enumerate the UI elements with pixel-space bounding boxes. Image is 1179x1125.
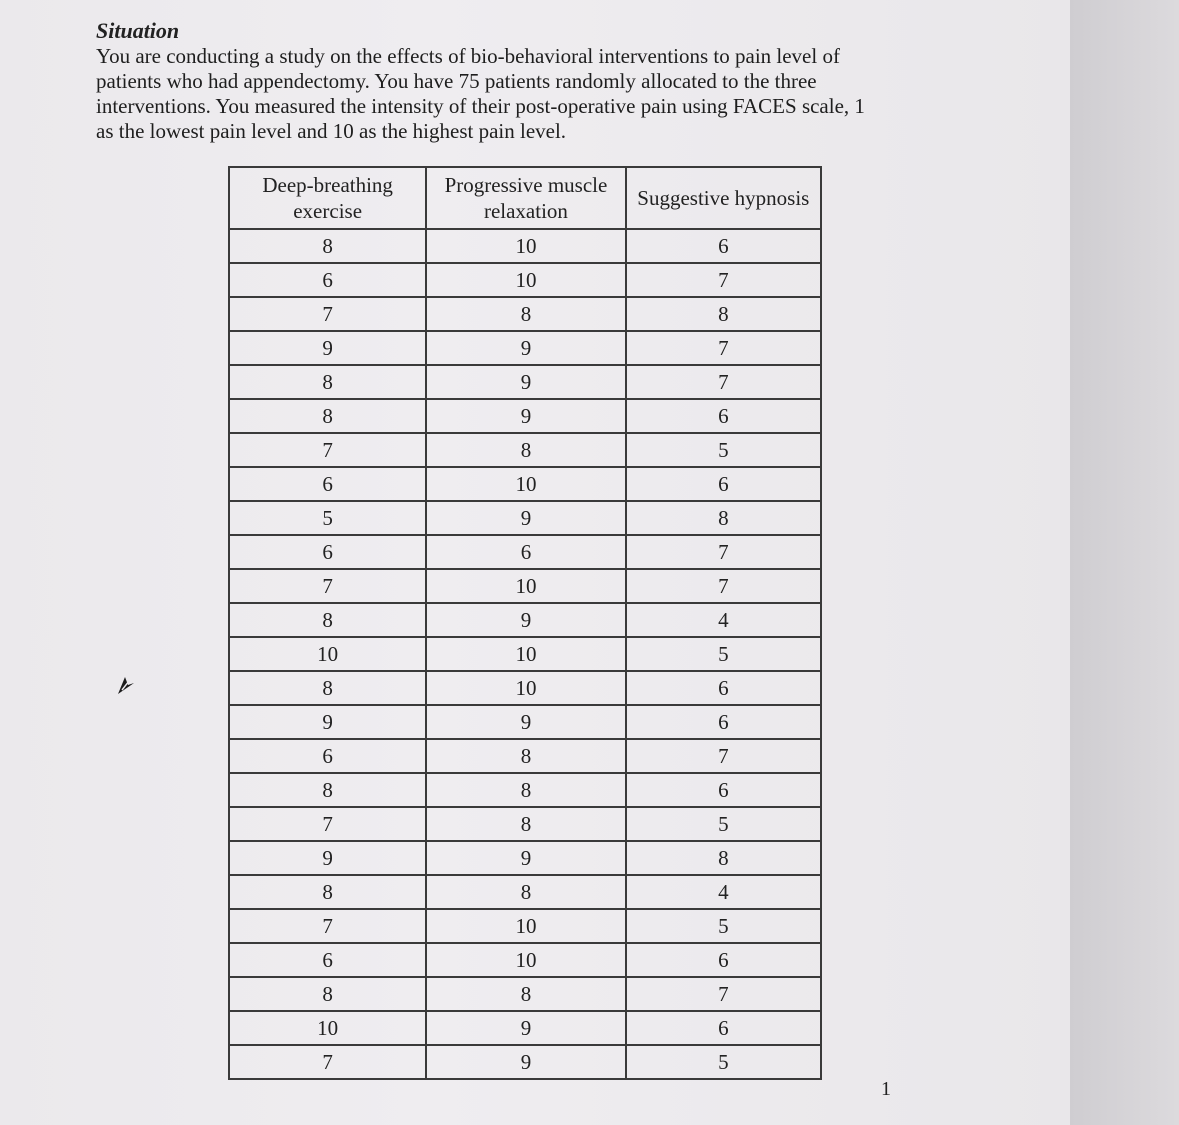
table-cell: 8 — [229, 603, 426, 637]
table-cell: 9 — [229, 841, 426, 875]
table-cell: 9 — [426, 365, 625, 399]
table-cell: 10 — [426, 229, 625, 263]
table-cell: 7 — [626, 739, 821, 773]
table-cell: 8 — [426, 297, 625, 331]
table-cell: 6 — [626, 943, 821, 977]
table-cell: 7 — [229, 569, 426, 603]
table-cell: 8 — [229, 399, 426, 433]
pain-scores-table — [228, 166, 822, 1080]
table-row — [229, 977, 821, 1011]
table-cell: 9 — [426, 331, 625, 365]
table-cell: 10 — [426, 671, 625, 705]
table-cell: 8 — [626, 841, 821, 875]
table-cell: 6 — [229, 943, 426, 977]
table-body — [229, 229, 821, 1079]
table-cell: 10 — [229, 1011, 426, 1045]
table-cell: 9 — [426, 705, 625, 739]
table-row — [229, 943, 821, 977]
table-cell: 7 — [229, 1045, 426, 1079]
table-row — [229, 399, 821, 433]
table-cell: 8 — [229, 229, 426, 263]
table-row — [229, 1011, 821, 1045]
table-cell: 7 — [626, 263, 821, 297]
table-cell: 5 — [626, 909, 821, 943]
table-cell: 7 — [229, 297, 426, 331]
table-row — [229, 739, 821, 773]
table-row — [229, 297, 821, 331]
table-cell: 10 — [426, 943, 625, 977]
table-cell: 6 — [229, 535, 426, 569]
table-header-row — [229, 167, 821, 229]
table-row — [229, 773, 821, 807]
table-cell: 9 — [426, 1045, 625, 1079]
table-cell: 7 — [626, 331, 821, 365]
table-cell: 5 — [626, 807, 821, 841]
table-cell: 8 — [229, 671, 426, 705]
table-cell: 5 — [626, 433, 821, 467]
situation-heading: Situation — [96, 18, 180, 43]
situation-paragraph: You are conducting a study on the effects of bio-behavioral interventions to pain level of patients who had appendectomy. You have 75 patients randomly allocated to the three interventions. You measured the intensity of their post-operative pain using FACES scale, 1 as the lowest pain level and 10 as the highest pain level. — [96, 44, 865, 143]
table-cell: 8 — [426, 433, 625, 467]
table-cell: 6 — [229, 467, 426, 501]
table-cell: 7 — [626, 569, 821, 603]
table-cell: 7 — [229, 807, 426, 841]
page-number: 1 — [881, 1078, 891, 1100]
page-edge-background — [1070, 0, 1179, 1125]
table-cell: 6 — [626, 399, 821, 433]
table-cell: 8 — [426, 875, 625, 909]
table-row — [229, 467, 821, 501]
header-progressive-muscle-relaxation: Progressive muscle relaxation — [426, 167, 625, 229]
table-row — [229, 331, 821, 365]
table-cell: 8 — [229, 773, 426, 807]
table-cell: 6 — [626, 773, 821, 807]
table-cell: 7 — [626, 977, 821, 1011]
table-cell: 10 — [426, 909, 625, 943]
table-row — [229, 229, 821, 263]
table-row — [229, 501, 821, 535]
table-cell: 9 — [229, 331, 426, 365]
table-cell: 8 — [426, 773, 625, 807]
table-cell: 6 — [229, 263, 426, 297]
table-cell: 8 — [626, 297, 821, 331]
table-cell: 9 — [426, 399, 625, 433]
table-row — [229, 263, 821, 297]
table-cell: 6 — [626, 671, 821, 705]
table-row — [229, 909, 821, 943]
table-cell: 7 — [626, 365, 821, 399]
mouse-cursor-icon — [114, 674, 136, 696]
table-cell: 6 — [626, 705, 821, 739]
table-row — [229, 1045, 821, 1079]
header-suggestive-hypnosis: Suggestive hypnosis — [626, 167, 821, 229]
table-row — [229, 535, 821, 569]
table-row — [229, 569, 821, 603]
table-cell: 7 — [229, 433, 426, 467]
table-cell: 8 — [626, 501, 821, 535]
table-cell: 8 — [229, 875, 426, 909]
table-cell: 8 — [426, 807, 625, 841]
table-cell: 4 — [626, 875, 821, 909]
table-cell: 7 — [626, 535, 821, 569]
table-cell: 10 — [229, 637, 426, 671]
table-cell: 8 — [229, 977, 426, 1011]
table-cell: 6 — [229, 739, 426, 773]
table-cell: 8 — [426, 977, 625, 1011]
table-cell: 9 — [426, 501, 625, 535]
table-cell: 9 — [229, 705, 426, 739]
table-cell: 8 — [426, 739, 625, 773]
table-cell: 5 — [229, 501, 426, 535]
table-cell: 6 — [626, 229, 821, 263]
table-cell: 4 — [626, 603, 821, 637]
table-row — [229, 875, 821, 909]
table-row — [229, 365, 821, 399]
table-row — [229, 637, 821, 671]
table-cell: 6 — [626, 467, 821, 501]
table-cell: 6 — [626, 1011, 821, 1045]
table-cell: 10 — [426, 637, 625, 671]
table-cell: 6 — [426, 535, 625, 569]
table-row — [229, 603, 821, 637]
table-row — [229, 841, 821, 875]
table-cell: 5 — [626, 1045, 821, 1079]
table-cell: 10 — [426, 569, 625, 603]
table-cell: 5 — [626, 637, 821, 671]
table-row — [229, 433, 821, 467]
header-deep-breathing: Deep-breathing exercise — [229, 167, 426, 229]
table-cell: 10 — [426, 263, 625, 297]
table-cell: 9 — [426, 1011, 625, 1045]
table-row — [229, 671, 821, 705]
table-cell: 9 — [426, 603, 625, 637]
table-cell: 7 — [229, 909, 426, 943]
table-cell: 10 — [426, 467, 625, 501]
table-cell: 9 — [426, 841, 625, 875]
table-cell: 8 — [229, 365, 426, 399]
table-row — [229, 705, 821, 739]
table-row — [229, 807, 821, 841]
